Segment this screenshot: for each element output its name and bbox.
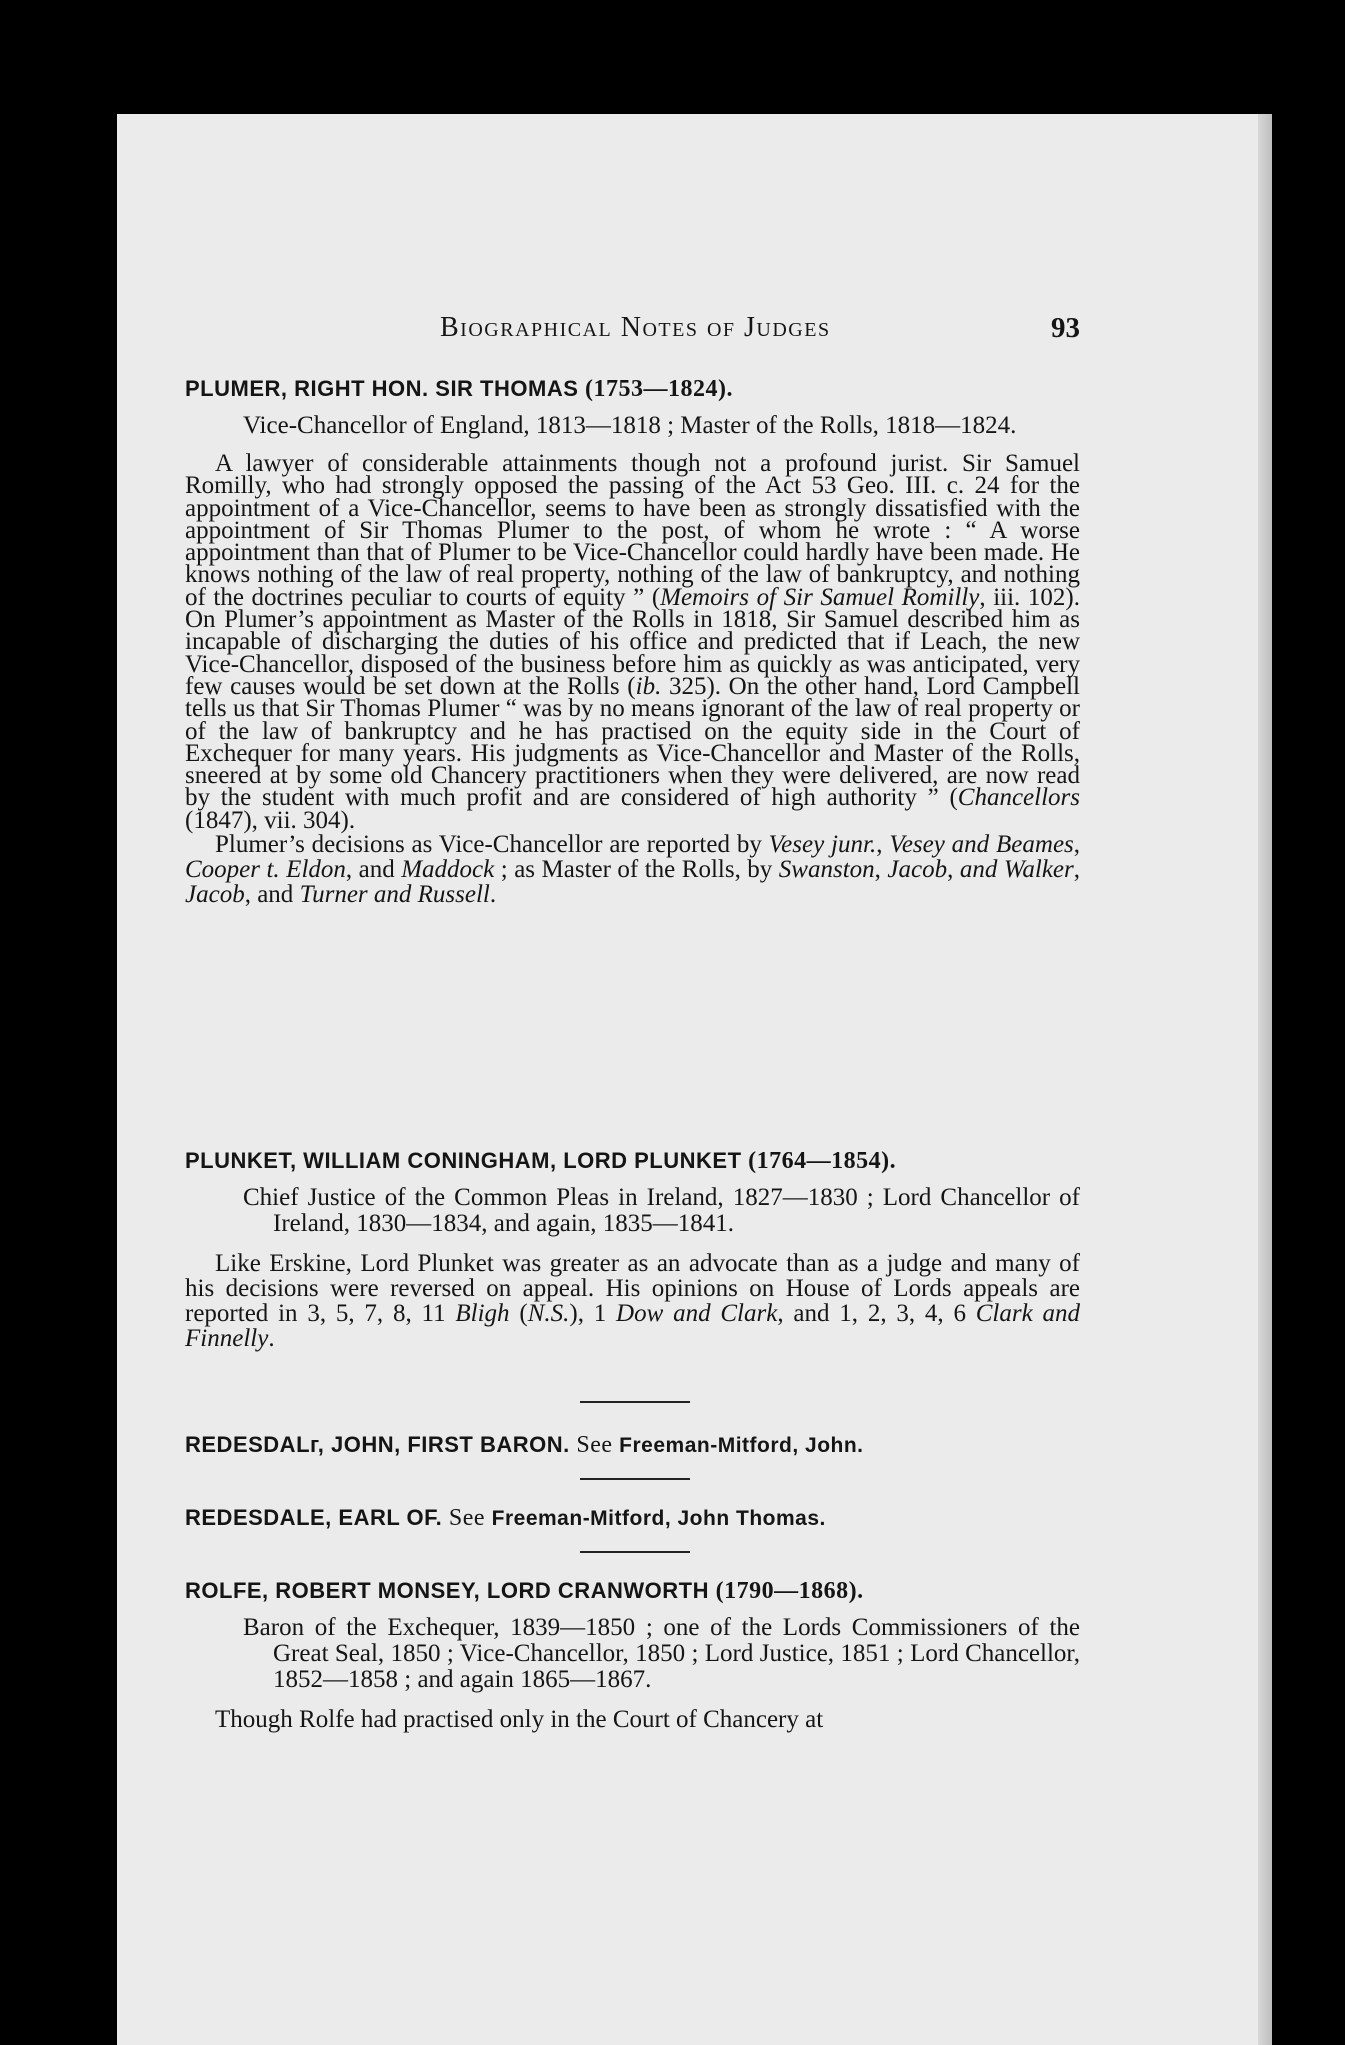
- entry-name: ROLFE, ROBERT MONSEY, LORD CRANWORTH: [185, 1578, 709, 1603]
- entry-plunket: [185, 1148, 1080, 1351]
- divider-rule: [580, 1401, 690, 1403]
- entry-offices: Chief Justice of the Common Pleas in Ireland, 1827—1830 ; Lord Chancellor of Ireland, 1830—1834, and again, 1835—1841.: [243, 1184, 1080, 1237]
- page-edge: [1258, 114, 1272, 2045]
- entry-name: REDESDALE, EARL OF.: [185, 1505, 443, 1530]
- entry-heading: [185, 376, 1080, 403]
- see-label: See: [576, 1432, 613, 1458]
- entry-dates: (1764—1854).: [748, 1148, 897, 1174]
- entry-body: Like Erskine, Lord Plunket was greater as an advocate than as a judge and many of his decisions were reversed on appeal. His opinions on House of Lords appeals are reported in 3, 5, 7, 8, 11 Bligh (N.S.), 1 Dow and Clark, and 1, 2, 3, 4, 6 Clark and Finnelly.: [185, 1250, 1080, 1352]
- entry-name: PLUMER, RIGHT HON. SIR THOMAS: [185, 376, 579, 401]
- entry-offices: Baron of the Exchequer, 1839—1850 ; one of the Lords Commissioners of the Great Seal, 1850 ; Vice-Chancellor, 1850 ; Lord Justice, 1851 ; Lord Chancellor, 1852—1858 ; and again 1865—1867.: [243, 1614, 1080, 1693]
- entry-offices: Vice-Chancellor of England, 1813—1818 ; Master of the Rolls, 1818—1824.: [243, 412, 1017, 439]
- running-title: Biographical Notes of Judges: [440, 312, 831, 343]
- page-number: 93: [1051, 312, 1080, 344]
- entry-heading: [185, 1148, 1080, 1175]
- entry-redesdale-earl: [185, 1505, 1080, 1532]
- entry-heading: [185, 1578, 1080, 1605]
- cross-reference: Freeman-Mitford, John Thomas.: [491, 1507, 826, 1530]
- entry-dates: (1753—1824).: [585, 376, 733, 402]
- entry-reports: Plumer’s decisions as Vice-Chancellor are reported by Vesey junr., Vesey and Beames, Cooper t. Eldon, and Maddock ; as Master of the Rolls, by Swanston, Jacob, and Walker, Jacob, and Turner and Russell.: [185, 831, 1081, 909]
- see-label: See: [448, 1505, 486, 1531]
- entry-plumer: [185, 376, 1080, 907]
- entry-body: Though Rolfe had practised only in the Court of Chancery at: [215, 1706, 824, 1733]
- cross-reference: Freeman-Mitford, John.: [619, 1434, 864, 1457]
- entry-heading: [185, 1505, 1080, 1532]
- entry-dates: (1790—1868).: [715, 1578, 864, 1604]
- running-head: [440, 312, 1080, 362]
- entry-redesdale-baron: [185, 1432, 1080, 1459]
- entry-name: PLUNKET, WILLIAM CONINGHAM, LORD PLUNKET: [185, 1148, 742, 1173]
- divider-rule: [580, 1478, 690, 1480]
- entry-name: REDESDALг, JOHN, FIRST BARON.: [185, 1432, 570, 1457]
- entry-rolfe: [185, 1578, 1080, 1732]
- entry-heading: [185, 1432, 1080, 1459]
- entry-body: A lawyer of considerable attainments though not a profound jurist. Sir Samuel Romilly, who had strongly opposed the passing of the Act 53 Geo. III. c. 24 for the appointment of a Vice-Chancellor, seems to have been as strongly dissatisfied with the appointment of Sir Thomas Plumer to the post, of whom he wrote : “ A worse appointment than that of Plumer to be Vice-Chancellor could hardly have been made. He knows nothing of the law of real property, nothing of the law of bankruptcy, and nothing of the doctrines peculiar to courts of equity ” (Memoirs of Sir Samuel Romilly, iii. 102). On Plumer’s appointment as Master of the Rolls in 1818, Sir Samuel described him as incapable of discharging the duties of his office and predicted that if Leach, the new Vice-Chancellor, disposed of the business before him as quickly as was anticipated, very few causes would be set down at the Rolls (ib. 325). On the other hand, Lord Campbell tells us that Sir Thomas Plumer “ was by no means ignorant of the law of real property or of the law of bankruptcy and he has practised on the equity side in the Court of Exchequer for many years. His judgments as Vice-Chancellor and Master of the Rolls, sneered at by some old Chancery practitioners when they were delivered, are now read by the student with much profit and are considered of high authority ” (Chancellors (1847), vii. 304).: [185, 450, 1080, 834]
- divider-rule: [580, 1551, 690, 1553]
